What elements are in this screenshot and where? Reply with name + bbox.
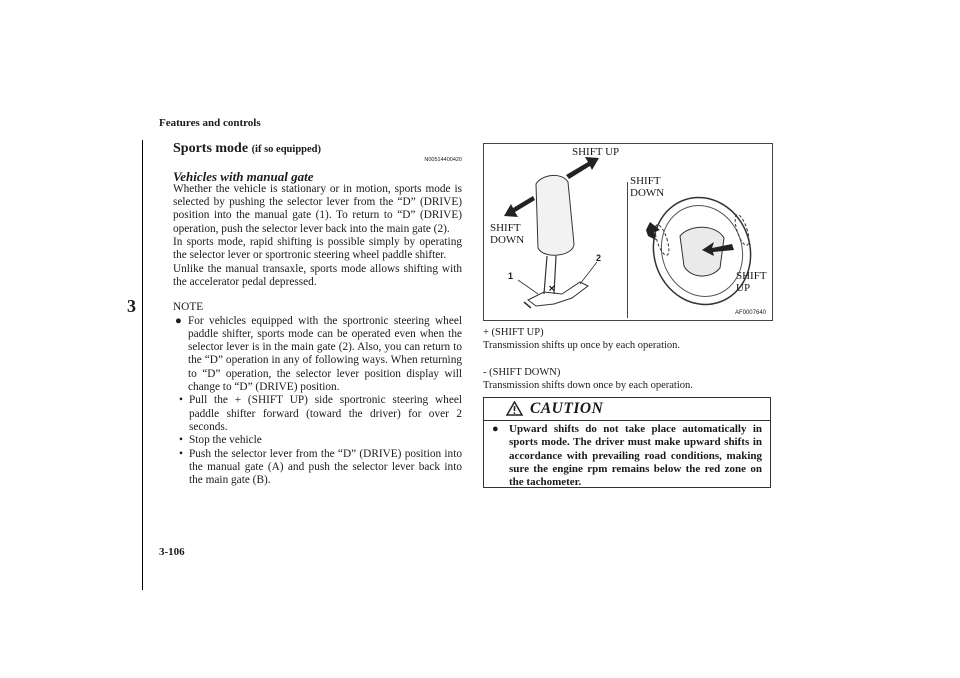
sub-item-text: Push the selector lever from the “D” (DRIVE) position into the manual gate (A) and push the selector lever back into the main gate (B). xyxy=(189,447,462,487)
paragraph: Unlike the manual transaxle, sports mode allows shifting with the accelerator pedal depressed. xyxy=(173,262,462,288)
shift-down-label-line: DOWN xyxy=(490,234,525,246)
steering-hub xyxy=(680,227,724,276)
sub-item-text: Stop the vehicle xyxy=(189,434,262,447)
dot-icon: • xyxy=(179,394,183,407)
shift-up-label-line: SHIFT xyxy=(736,270,767,282)
dot-icon: • xyxy=(179,447,183,460)
shift-down-label-line: DOWN xyxy=(630,187,665,199)
chapter-divider xyxy=(142,140,143,590)
shift-up-description: Transmission shifts up once by each operation. xyxy=(483,340,681,351)
callout-number-2: 2 xyxy=(596,253,602,263)
page-number: 3-106 xyxy=(159,546,185,558)
chapter-tab: 3 xyxy=(127,296,136,316)
figure-code: AF0007640 xyxy=(734,310,766,316)
caution-body xyxy=(484,421,770,489)
section-title-note: (if so equipped) xyxy=(251,144,321,155)
left-column xyxy=(173,142,462,487)
leader-line xyxy=(518,280,538,294)
shift-up-arrow-icon xyxy=(566,157,599,179)
shift-drawing xyxy=(484,144,772,320)
dash-mark xyxy=(524,302,531,308)
shift-down-arrow-icon xyxy=(504,196,535,217)
caution-box xyxy=(483,397,771,488)
shift-down-label-line: SHIFT xyxy=(490,222,521,234)
shift-illustration xyxy=(483,143,773,321)
section-header: Features and controls xyxy=(159,117,261,129)
lever-shaft xyxy=(544,256,547,294)
shift-up-label: + (SHIFT UP) xyxy=(483,327,544,338)
dot-icon: • xyxy=(179,434,183,447)
callout-number-1: 1 xyxy=(508,271,514,281)
note-label: NOTE xyxy=(173,301,204,314)
selector-lever-knob xyxy=(536,175,574,255)
section-title-text: Sports mode xyxy=(173,141,249,156)
caution-text: Upward shifts do not take place automatically in sports mode. The driver must make upward shifts in accordance with prevailing road conditions, making sure the engine rpm remains below the red zone on the tachometer. xyxy=(509,423,762,489)
shift-down-label xyxy=(490,222,524,246)
sub-item xyxy=(173,394,462,434)
caution-header xyxy=(484,398,770,421)
shift-down-label: - (SHIFT DOWN) xyxy=(483,367,561,378)
bullet-icon: ● xyxy=(175,314,182,327)
paragraph: Whether the vehicle is stationary or in motion, sports mode is selected by pushing the selector lever from the “D” (DRIVE) position into the manual gate (1). To return to “D” (DRIVE) operation, push the selector lever back into the main gate (2). xyxy=(173,182,462,235)
leader-line xyxy=(580,262,597,284)
gate-base xyxy=(528,282,588,306)
paragraph: In sports mode, rapid shifting is possible simply by operating the selector lever or sportronic steering wheel paddle shifter. xyxy=(173,236,462,262)
section-code: N00514400420 xyxy=(424,157,462,164)
warning-triangle-icon xyxy=(506,401,523,416)
sub-item xyxy=(173,434,462,447)
subsection-title: Vehicles with manual gate xyxy=(173,168,314,184)
shift-down-description: Transmission shifts down once by each operation. xyxy=(483,380,693,391)
shift-up-label-line: UP xyxy=(736,282,751,294)
figure-divider xyxy=(627,182,628,318)
gate-cross-mark: × xyxy=(548,284,556,294)
shift-down-label-wheel xyxy=(630,175,664,199)
note-item xyxy=(173,315,462,395)
sub-item-text: Pull the + (SHIFT UP) side sportronic steering wheel paddle shifter forward (toward the driver) for over 2 seconds. xyxy=(189,394,462,433)
caution-title: CAUTION xyxy=(530,400,604,417)
note-text: For vehicles equipped with the sportronic steering wheel paddle shifter, sports mode can be operated even when the selector lever is in the main gate (2). Also, you can return to the “D” operation in any of following ways. When returning to “D” operation, the selector lever position display will change to “D” (DRIVE) position. xyxy=(188,314,462,394)
shift-up-label-wheel xyxy=(736,270,767,294)
bullet-icon: ● xyxy=(492,423,499,435)
sub-item xyxy=(173,448,462,488)
shift-up-label: SHIFT UP xyxy=(572,146,620,158)
shift-down-label-line: SHIFT xyxy=(630,175,661,187)
